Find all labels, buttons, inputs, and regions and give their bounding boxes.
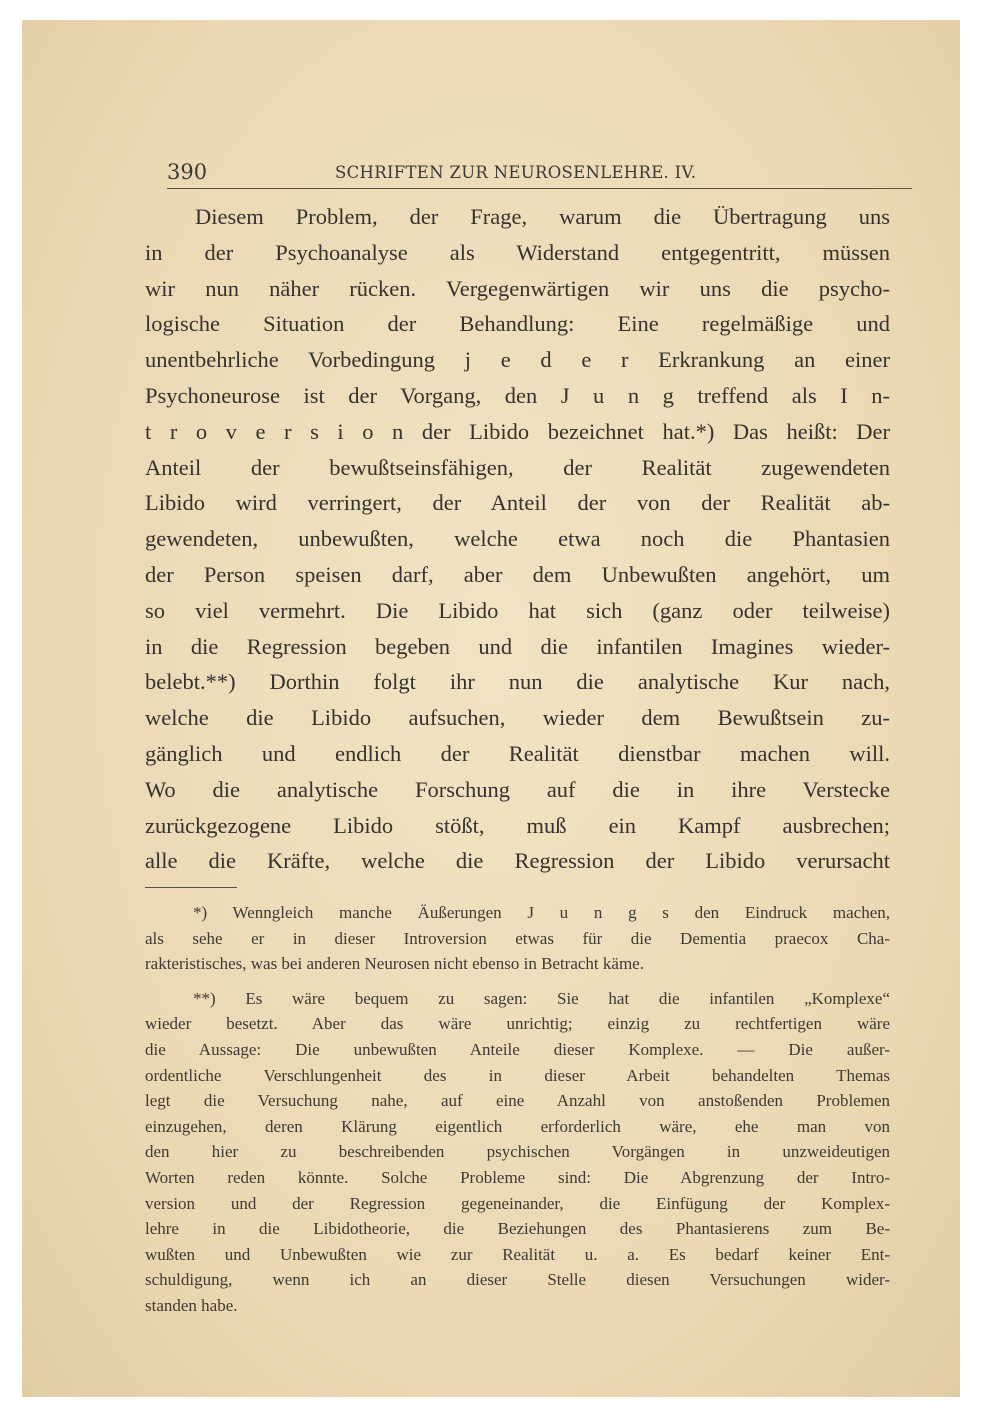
footnote [145,900,890,977]
text-line: in die Regression begeben und die infantilen Imagines wieder- [145,633,890,659]
footnote-line: den hier zu beschreibenden psychischen Vorgängen in unzweideutigen [145,1142,890,1162]
main-text [145,199,890,879]
text-line: so viel vermehrt. Die Libido hat sich (ganz oder teilweise) [145,597,890,623]
text-line: zurückgezogene Libido stößt, muß ein Kampf ausbrechen; [145,812,890,838]
footnote-line: schuldigung, wenn ich an dieser Stelle diesen Versuchungen wider- [145,1270,890,1290]
footnotes [145,900,890,1319]
footnote-line: wußten und Unbewußten wie zur Realität u. a. Es bedarf keiner Ent- [145,1244,890,1264]
text-line: wir nun näher rücken. Vergegenwärtigen wir uns die psycho- [145,275,890,301]
footnote-line: ordentliche Verschlungenheit des in dieser Arbeit behandelten Themas [145,1065,890,1085]
text-line: gänglich und endlich der Realität dienstbar machen will. [145,740,890,766]
text-line: t r o v e r s i o n der Libido bezeichnet hat.*) Das heißt: Der [145,418,890,444]
footnote-line: Worten reden könnte. Solche Probleme sind: Die Abgrenzung der Intro- [145,1167,890,1187]
footnote-line: version und der Regression gegeneinander, die Einfügung der Komplex- [145,1193,890,1213]
footnote-line: die Aussage: Die unbewußten Anteile dieser Komplexe. — Die außer- [145,1039,890,1059]
footnote-line: standen habe. [145,1295,238,1315]
footnote-line: als sehe er in dieser Introversion etwas für die Dementia praecox Cha- [145,928,890,948]
text-line: gewendeten, unbewußten, welche etwa noch die Phantasien [145,526,890,552]
text-line: Wo die analytische Forschung auf die in ihre Verstecke [145,776,890,802]
page-number: 390 [167,160,208,184]
text-line: Diesem Problem, der Frage, warum die Übertragung uns [195,204,890,229]
text-line: alle die Kräfte, welche die Regression der Libido verursacht [145,848,890,874]
text-line: logische Situation der Behandlung: Eine regelmäßige und [145,311,890,337]
footnote-line: **) Es wäre bequem zu sagen: Sie hat die infantilen „Komplexe“ [193,988,890,1008]
footnote [145,986,890,1319]
text-line: der Person speisen darf, aber dem Unbewußten angehört, um [145,561,890,587]
footnote-line: wieder besetzt. Aber das wäre unrichtig; einzig zu rechtfertigen wäre [145,1014,890,1034]
footnote-line: lehre in die Libidotheorie, die Beziehungen des Phantasierens zum Be- [145,1219,890,1239]
text-line: in der Psychoanalyse als Widerstand entgegentritt, müssen [145,239,890,265]
text-line: Anteil der bewußtseinsfähigen, der Realität zugewendeten [145,454,890,480]
footnote-line: einzugehen, deren Klärung eigentlich erforderlich wäre, ehe man von [145,1116,890,1136]
text-line: belebt.**) Dorthin folgt ihr nun die analytische Kur nach, [145,669,890,695]
footnote-divider [145,887,237,888]
text-line: Psychoneurose ist der Vorgang, den J u n g treffend als I n- [145,382,890,408]
footnote-line: *) Wenngleich manche Äußerungen J u n g s den Eindruck machen, [193,903,890,922]
running-header [167,158,912,189]
text-line: unentbehrliche Vorbedingung j e d e r Erkrankung an einer [145,347,890,373]
text-line: Libido wird verringert, der Anteil der von der Realität ab- [145,490,890,516]
footnote-line: legt die Versuchung nahe, auf eine Anzahl von anstoßenden Problemen [145,1091,890,1111]
text-line: welche die Libido aufsuchen, wieder dem Bewußtsein zu- [145,705,890,731]
footnote-line: rakteristisches, was bei anderen Neurosen nicht ebenso in Betracht käme. [145,954,644,974]
running-title: SCHRIFTEN ZUR NEUROSENLEHRE. IV. [335,163,697,182]
